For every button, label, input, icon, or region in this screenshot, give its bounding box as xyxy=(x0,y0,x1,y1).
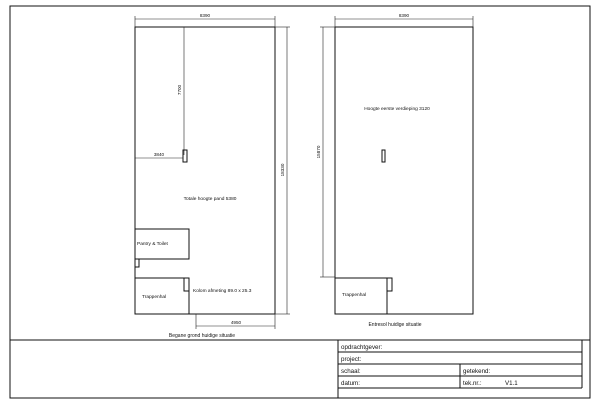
pole-vertical-dimension xyxy=(177,27,184,155)
pole-vertical-dim-text: 7700 xyxy=(177,84,182,96)
title-block xyxy=(10,340,590,398)
ground-bottom-dim-text: 4950 xyxy=(230,320,242,325)
mezzanine-caption: Entresol huidige situatie xyxy=(368,322,422,328)
ground-height-dim-text: 18330 xyxy=(280,163,285,177)
date-label: datum: xyxy=(341,380,360,387)
ground-width-dim-text: 8390 xyxy=(199,13,211,18)
ground-width-dimension xyxy=(135,13,275,27)
ground-bottom-dimension xyxy=(196,314,275,329)
column-pole xyxy=(183,150,187,162)
ground-floor-plan xyxy=(135,13,290,339)
drawn-by-label: getekend: xyxy=(463,368,491,375)
mezzanine-width-dim-text: 8390 xyxy=(398,13,410,18)
client-label: opdrachtgever: xyxy=(341,344,383,351)
column-size-label: Kolom afmeting 89.0 x 25.3 xyxy=(193,289,252,294)
ground-floor-caption: Begane grond huidige situatie xyxy=(168,333,236,339)
drawing-number-value: V1.1 xyxy=(505,380,518,387)
mezzanine-column xyxy=(382,150,385,162)
sheet-border xyxy=(10,6,590,398)
mezzanine-height-dim-text: 15870 xyxy=(316,145,321,159)
pantry-label: Pantry & Toilet xyxy=(137,242,168,247)
pole-horizontal-dim-text: 3840 xyxy=(153,152,165,157)
ground-height-dimension xyxy=(275,27,290,314)
scale-label: schaal: xyxy=(341,368,361,375)
ground-stair-post xyxy=(184,278,189,291)
project-label: project: xyxy=(341,356,362,363)
mezzanine-stairwell-label: Trappenhal xyxy=(342,293,367,298)
ground-floor-outline xyxy=(135,27,275,314)
first-floor-height-label: Hoogte eerste verdieping 3120 xyxy=(364,107,430,112)
total-height-label: Totale hoogte pand 5380 xyxy=(183,197,237,202)
pole-horizontal-dimension xyxy=(135,152,183,158)
mezzanine-outline xyxy=(335,27,473,314)
mezzanine-height-dimension xyxy=(316,27,335,277)
mezzanine-plan xyxy=(316,13,473,328)
pantry-door-jamb xyxy=(135,259,139,267)
ground-stairwell-label: Trappenhal xyxy=(142,295,167,300)
mezzanine-stair-post xyxy=(387,278,392,291)
drawing-number-label: tek.nr.: xyxy=(463,380,482,387)
mezzanine-width-dimension xyxy=(335,13,473,27)
